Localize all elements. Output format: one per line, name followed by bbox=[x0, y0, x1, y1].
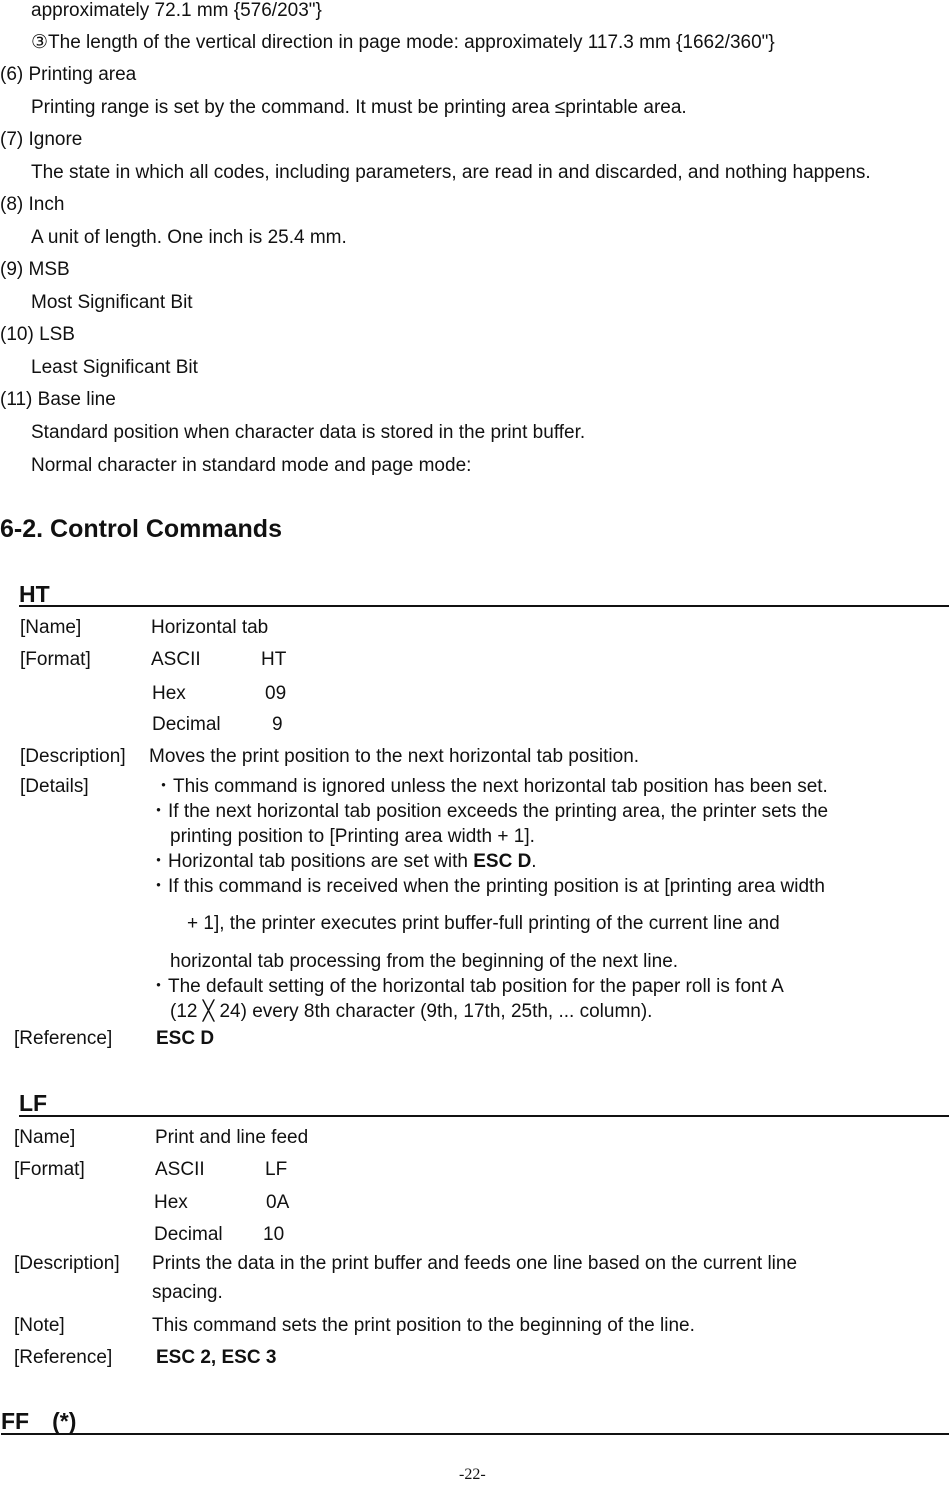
lf-ascii-label: ASCII bbox=[155, 1159, 205, 1180]
lf-reference-value: ESC 2, ESC 3 bbox=[156, 1347, 277, 1368]
ht-command-title: HT bbox=[19, 581, 50, 607]
ht-detail-4-cont: + 1], the printer executes print buffer-full printing of the current line and bbox=[187, 913, 780, 934]
def-line-1: approximately 72.1 mm {576/203"} bbox=[31, 0, 322, 21]
ht-detail-2: ・If the next horizontal tab position exceeds the printing area, the printer sets the bbox=[149, 801, 829, 822]
ht-title-rule bbox=[19, 605, 949, 607]
def-baseline-text-2: Normal character in standard mode and page mode: bbox=[31, 455, 472, 476]
ht-decimal-value: 9 bbox=[272, 714, 283, 735]
def-ignore-text: The state in which all codes, including parameters, are read in and discarded, and nothing happens. bbox=[31, 162, 871, 183]
ht-reference-value: ESC D bbox=[156, 1028, 215, 1049]
lf-description-label: [Description] bbox=[14, 1253, 120, 1274]
section-title: 6-2. Control Commands bbox=[0, 515, 282, 543]
ht-detail-3 bbox=[149, 852, 537, 871]
ht-detail-4-cont-2: horizontal tab processing from the beginning of the next line. bbox=[170, 951, 679, 972]
ff-title-rule bbox=[1, 1433, 949, 1435]
ht-details-label: [Details] bbox=[20, 776, 89, 797]
ht-detail-3-text: ・Horizontal tab positions are set with bbox=[149, 851, 474, 872]
def-inch-text: A unit of length. One inch is 25.4 mm. bbox=[31, 227, 347, 248]
lf-name-value: Print and line feed bbox=[155, 1127, 309, 1148]
lf-note-text: This command sets the print position to the beginning of the line. bbox=[152, 1315, 695, 1336]
ht-detail-5-cont: (12 ╳ 24) every 8th character (9th, 17th, 25th, ... column). bbox=[170, 1001, 653, 1022]
def-msb-text: Most Significant Bit bbox=[31, 292, 193, 313]
lf-decimal-value: 10 bbox=[263, 1224, 285, 1245]
def-line-2: ③The length of the vertical direction in page mode: approximately 117.3 mm {1662/360"} bbox=[31, 32, 775, 53]
ht-format-label: [Format] bbox=[20, 649, 91, 670]
ht-detail-3-command: ESC D bbox=[473, 851, 532, 872]
ht-name-value: Horizontal tab bbox=[151, 617, 269, 638]
lf-description-text: Prints the data in the print buffer and feeds one line based on the current line bbox=[152, 1253, 798, 1274]
lf-reference-label: [Reference] bbox=[14, 1347, 113, 1368]
ht-ascii-value: HT bbox=[261, 649, 287, 670]
lf-description-cont: spacing. bbox=[152, 1282, 223, 1303]
ht-detail-1: ・This command is ignored unless the next horizontal tab position has been set. bbox=[154, 776, 828, 797]
lf-note-label: [Note] bbox=[14, 1315, 65, 1336]
def-baseline-heading: (11) Base line bbox=[0, 389, 116, 410]
def-lsb-text: Least Significant Bit bbox=[31, 357, 198, 378]
lf-hex-value: 0A bbox=[266, 1192, 290, 1213]
ht-hex-label: Hex bbox=[152, 683, 186, 704]
lf-title-rule bbox=[19, 1115, 949, 1117]
ht-description-label: [Description] bbox=[20, 746, 126, 767]
ht-hex-value: 09 bbox=[265, 683, 287, 704]
ht-detail-2-cont: printing position to [Printing area width + 1]. bbox=[170, 826, 535, 847]
def-ignore-heading: (7) Ignore bbox=[0, 129, 83, 150]
ht-reference-label: [Reference] bbox=[14, 1028, 113, 1049]
lf-command-title: LF bbox=[19, 1090, 48, 1116]
def-baseline-text-1: Standard position when character data is stored in the print buffer. bbox=[31, 422, 586, 443]
def-lsb-heading: (10) LSB bbox=[0, 324, 75, 345]
lf-name-label: [Name] bbox=[14, 1127, 76, 1148]
ht-decimal-label: Decimal bbox=[152, 714, 221, 735]
ht-detail-3-end: . bbox=[531, 851, 537, 872]
ht-ascii-label: ASCII bbox=[151, 649, 201, 670]
lf-format-label: [Format] bbox=[14, 1159, 85, 1180]
lf-ascii-value: LF bbox=[265, 1159, 288, 1180]
ht-description-text: Moves the print position to the next horizontal tab position. bbox=[149, 746, 640, 767]
lf-hex-label: Hex bbox=[154, 1192, 188, 1213]
page-number: -22- bbox=[459, 1466, 486, 1483]
def-printing-area-heading: (6) Printing area bbox=[0, 64, 137, 85]
def-printing-area-text: Printing range is set by the command. It must be printing area ≤printable area. bbox=[31, 97, 687, 118]
lf-decimal-label: Decimal bbox=[154, 1224, 223, 1245]
def-msb-heading: (9) MSB bbox=[0, 259, 70, 280]
ht-name-label: [Name] bbox=[20, 617, 82, 638]
def-inch-heading: (8) Inch bbox=[0, 194, 65, 215]
ht-detail-4: ・If this command is received when the printing position is at [printing area width bbox=[149, 876, 825, 897]
ff-command-title: FF (*) bbox=[1, 1408, 77, 1434]
ht-detail-5: ・The default setting of the horizontal tab position for the paper roll is font A bbox=[149, 976, 784, 997]
